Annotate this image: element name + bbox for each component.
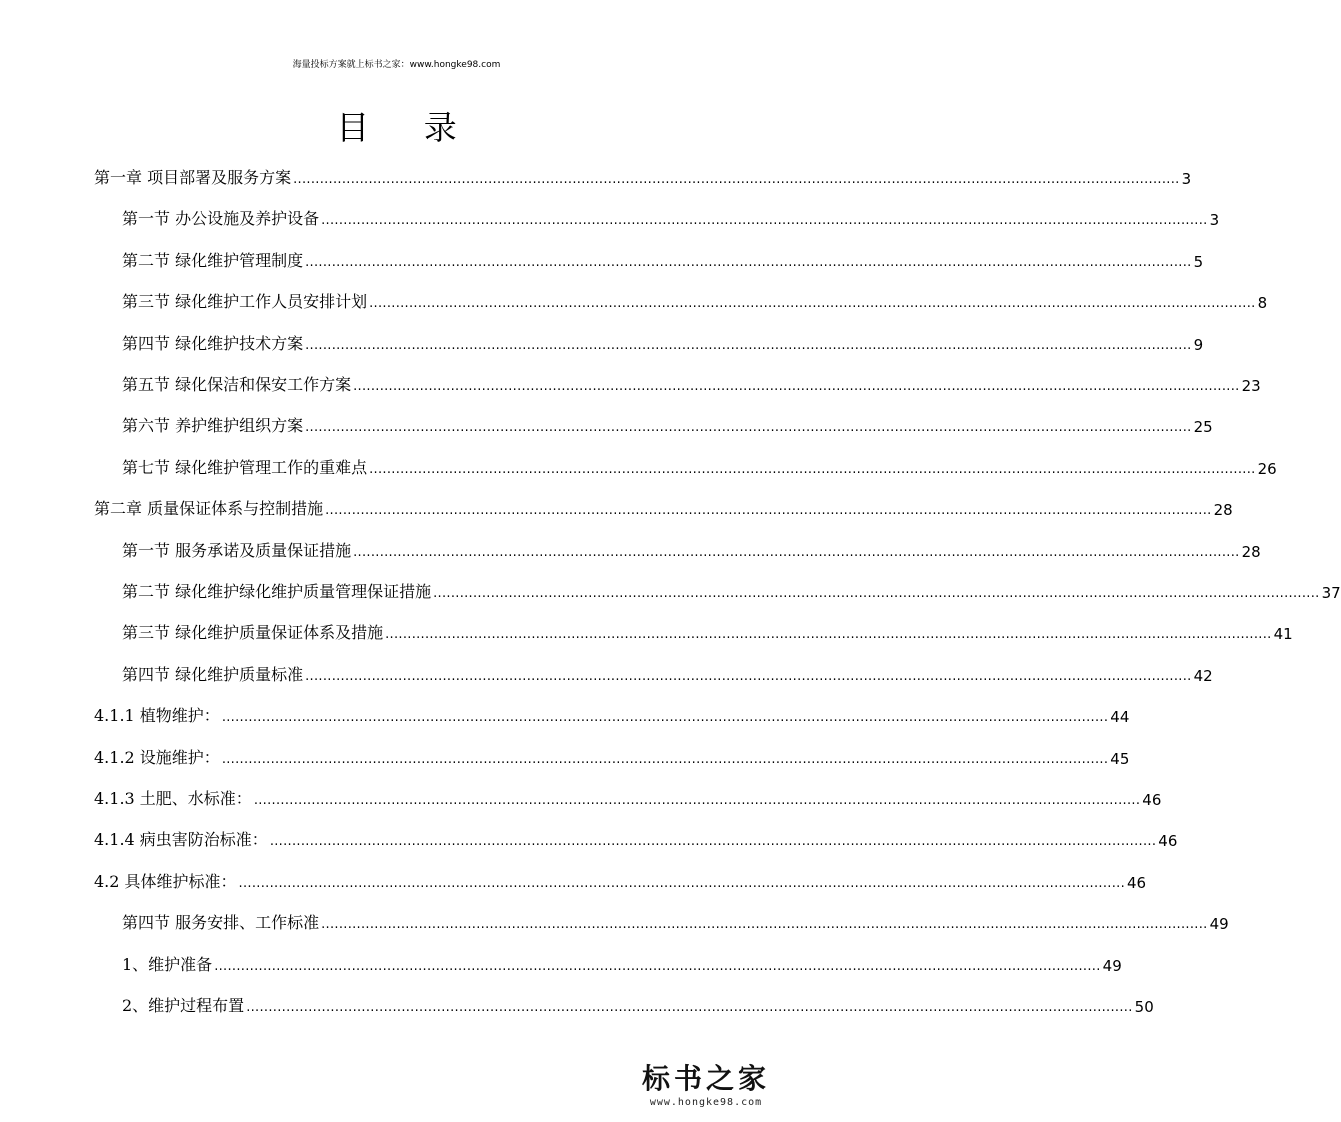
toc-entry-page: 50 [1134,998,1154,1016]
toc-leader-dots: ........................................................................................................................................................................................................ [353,544,1240,560]
toc-leader-dots: ........................................................................................................................................................................................................ [269,834,1157,850]
toc-entry-label: 4.1.4 病虫害防治标准： [94,830,268,850]
toc-entry[interactable] [94,828,1178,851]
toc-entry[interactable] [122,663,1213,685]
toc-entry[interactable] [122,414,1213,437]
toc-entry-label: 第六节 养护维护组织方案 [122,416,304,436]
toc-entry-page: 46 [1158,832,1178,851]
toc-entry[interactable] [122,953,1122,975]
toc-entry[interactable] [122,621,1293,644]
toc-leader-dots: ........................................................................................................................................................................................................ [321,917,1208,933]
toc-entry-page: 23 [1241,377,1261,395]
toc-entry-page: 28 [1213,501,1233,520]
toc-leader-dots: ........................................................................................................................................................................................................ [369,461,1256,477]
toc-entry-page: 5 [1193,252,1204,271]
toc-entry-label: 第四节 绿化维护技术方案 [122,333,304,353]
toc-leader-dots: ........................................................................................................................................................................................................ [305,668,1192,684]
toc-entry-label: 第一章 项目部署及服务方案 [94,168,292,187]
toc-entry[interactable] [122,580,1341,602]
toc-entry-label: 第三节 绿化维护工作人员安排计划 [122,292,368,312]
toc-entry[interactable] [94,746,1130,768]
toc-entry[interactable] [94,704,1130,727]
toc-entry-page: 8 [1257,294,1268,313]
toc-leader-dots: ........................................................................................................................................................................................................ [221,751,1109,767]
toc-entry-label: 第二节 绿化维护绿化维护质量管理保证措施 [122,582,432,601]
toc-entry[interactable] [122,539,1261,561]
toc-entry-page: 46 [1127,873,1147,892]
watermark-logo [631,1057,781,1108]
toc-entry-label: 第二章 质量保证体系与控制措施 [94,499,324,519]
toc-leader-dots: ........................................................................................................................................................................................................ [214,958,1101,974]
toc-leader-dots: ........................................................................................................................................................................................................ [238,875,1126,891]
toc-leader-dots: ........................................................................................................................................................................................................ [221,710,1109,726]
toc-entry-page: 45 [1110,749,1130,768]
toc-leader-dots: ........................................................................................................................................................................................................ [433,586,1320,601]
logo-url: www.hongke98.com [649,1097,763,1108]
toc-entry-page: 25 [1193,418,1213,437]
toc-entry-label: 2、维护过程布置 [122,996,245,1015]
toc-entry-page: 44 [1110,708,1130,727]
toc-entry-page: 9 [1193,335,1204,354]
toc-entry[interactable] [94,870,1147,892]
toc-entry-page: 49 [1102,956,1122,975]
toc-leader-dots: ........................................................................................................................................................................................................ [305,337,1192,353]
toc-entry[interactable] [94,497,1233,520]
toc-entry-page: 41 [1273,625,1293,644]
toc-entry-label: 1、维护准备 [122,954,213,974]
toc-entry-page: 28 [1241,542,1261,561]
toc-entry-page: 42 [1193,666,1213,685]
toc-entry[interactable] [122,994,1154,1016]
toc-entry[interactable] [122,332,1204,354]
toc-leader-dots: ........................................................................................................................................................................................................ [325,503,1212,519]
toc-entry-label: 4.1.1 植物维护： [94,706,220,726]
toc-entry-label: 第二节 绿化维护管理制度 [122,250,304,270]
toc-entry-label: 第一节 服务承诺及质量保证措施 [122,540,352,560]
toc-entry-page: 3 [1181,170,1192,188]
toc-entry-label: 4.2 具体维护标准： [94,871,237,891]
toc-entry-label: 4.1.2 设施维护： [94,747,220,767]
toc-entry-page: 26 [1257,459,1277,478]
toc-entry[interactable] [94,166,1192,188]
toc-leader-dots: ........................................................................................................................................................................................................ [253,793,1141,808]
toc-leader-dots: ........................................................................................................................................................................................................ [246,1000,1133,1015]
toc-entry[interactable] [122,207,1220,230]
toc-entry[interactable] [122,456,1277,478]
toc-leader-dots: ........................................................................................................................................................................................................ [353,379,1240,394]
toc-entry-label: 第五节 绿化保洁和保安工作方案 [122,375,352,394]
toc-entry-label: 第四节 绿化维护质量标准 [122,664,304,684]
toc-entry-page: 49 [1209,915,1229,934]
toc-entry[interactable] [122,911,1229,934]
logo-text: 标书之家 [641,1062,770,1095]
toc-entry-label: 第一节 办公设施及养护设备 [122,209,320,229]
toc-entry-label: 4.1.3 土肥、水标准： [94,789,252,808]
toc-entry-label: 第四节 服务安排、工作标准 [122,913,320,933]
toc-leader-dots: ........................................................................................................................................................................................................ [293,172,1180,187]
toc-entry[interactable] [122,290,1268,313]
toc-leader-dots: ........................................................................................................................................................................................................ [385,627,1272,643]
toc-entry-label: 第七节 绿化维护管理工作的重难点 [122,457,368,477]
toc-entry[interactable] [122,249,1204,271]
page-header: 海量投标方案就上标书之家：www.hongke98.com [292,60,501,70]
toc-entry-label: 第三节 绿化维护质量保证体系及措施 [122,623,384,643]
toc-entry-page: 3 [1209,211,1220,230]
toc-entry[interactable] [122,373,1261,395]
toc-leader-dots: ........................................................................................................................................................................................................ [305,420,1192,436]
page-title: 目 录 [336,108,479,147]
toc-entry-page: 46 [1142,791,1162,809]
toc-leader-dots: ........................................................................................................................................................................................................ [305,254,1192,270]
toc-leader-dots: ........................................................................................................................................................................................................ [321,213,1208,229]
toc-entry[interactable] [94,787,1162,809]
toc-entry-page: 37 [1321,584,1341,602]
toc-leader-dots: ........................................................................................................................................................................................................ [369,296,1256,312]
